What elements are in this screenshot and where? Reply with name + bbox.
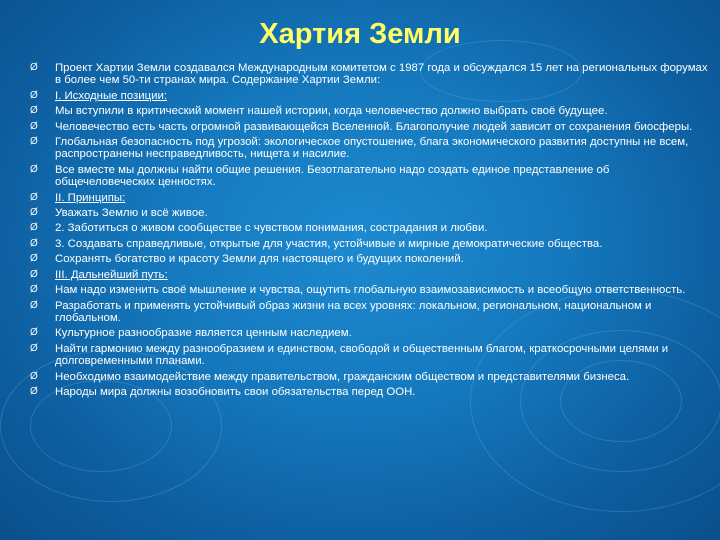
list-item-text: Найти гармонию между разнообразием и единством, свободой и общественным благом, краткосрочными целями и долговременными планами. [55, 342, 669, 368]
list-item-text: Все вместе мы должны найти общие решения. Безотлагательно надо создать единое представление об общечеловеческих ценностях. [55, 163, 610, 189]
arrow-bullet-icon: Ø [30, 62, 38, 73]
arrow-bullet-icon: Ø [30, 222, 38, 234]
arrow-bullet-icon: Ø [30, 284, 38, 296]
list-item-text: Глобальная безопасность под угрозой: экологическое опустошение, блага экономического развития доступны не всем, распространены несправедливость, нищета и насилие. [55, 136, 689, 161]
list-item [30, 253, 708, 265]
arrow-bullet-icon: Ø [30, 136, 38, 148]
list-item-text: Народы мира должны возобновить свои обязательства перед ООН. [55, 385, 416, 398]
list-item-text: Разработать и применять устойчивый образ жизни на всех уровнях: локальном, региональном, национальном и глобальном. [55, 299, 652, 324]
list-item [30, 207, 708, 219]
arrow-bullet-icon: Ø [30, 327, 38, 339]
list-item-text: 3. Создавать справедливые, открытые для участия, устойчивые и мирные демократические общества. [55, 237, 603, 250]
slide-title: Хартия Земли [259, 18, 461, 50]
list-item-text: Культурное разнообразие является ценным наследием. [55, 327, 352, 340]
list-item[interactable] [30, 90, 708, 102]
list-item-text: Сохранять богатство и красоту Земли для настоящего и будущих поколений. [55, 253, 464, 266]
section-heading-link[interactable]: II. Принципы: [55, 191, 126, 204]
list-item [30, 343, 708, 368]
list-item [30, 386, 708, 398]
list-item [30, 238, 708, 250]
list-item-text: Необходимо взаимодействие между правительством, гражданским обществом и представителями бизнеса. [55, 370, 630, 383]
bullet-list [30, 62, 708, 401]
list-item[interactable] [30, 192, 708, 204]
list-item-text: Уважать Землю и всё живое. [55, 207, 208, 220]
arrow-bullet-icon: Ø [30, 237, 38, 249]
arrow-bullet-icon: Ø [30, 299, 38, 311]
arrow-bullet-icon: Ø [30, 89, 38, 101]
list-item [30, 62, 708, 87]
list-item-text: Нам надо изменить своё мышление и чувства, ощутить глобальную взаимозависимость и всеобщую ответственность. [55, 284, 686, 297]
arrow-bullet-icon: Ø [30, 105, 38, 117]
arrow-bullet-icon: Ø [30, 342, 38, 354]
list-item-text: Мы вступили в критический момент нашей истории, когда человечество должно выбрать своё будущее. [55, 105, 608, 118]
arrow-bullet-icon: Ø [30, 385, 38, 397]
arrow-bullet-icon: Ø [30, 207, 38, 219]
arrow-bullet-icon: Ø [30, 370, 38, 382]
list-item [30, 300, 708, 325]
list-item [30, 164, 708, 189]
list-item-text: Проект Хартии Земли создавался Международным комитетом с 1987 года и обсуждался 15 лет на региональных форумах в более чем 50-ти странах мира. Содержание Хартии Земли: [55, 62, 708, 87]
list-item [30, 136, 708, 161]
list-item-text: Человечество есть часть огромной развивающейся Вселенной. Благополучие людей зависит от сохранения биосферы. [55, 120, 693, 133]
list-item [30, 222, 708, 234]
list-item[interactable] [30, 269, 708, 281]
list-item [30, 121, 708, 133]
list-item [30, 371, 708, 383]
arrow-bullet-icon: Ø [30, 253, 38, 265]
list-item [30, 284, 708, 296]
arrow-bullet-icon: Ø [30, 120, 38, 132]
arrow-bullet-icon: Ø [30, 191, 38, 203]
list-item-text: 2. Заботиться о живом сообществе с чувством понимания, сострадания и любви. [55, 222, 488, 235]
arrow-bullet-icon: Ø [30, 163, 38, 175]
section-heading-link[interactable]: I. Исходные позиции: [55, 89, 168, 102]
arrow-bullet-icon: Ø [30, 268, 38, 280]
list-item [30, 105, 708, 117]
section-heading-link[interactable]: III. Дальнейший путь: [55, 268, 168, 281]
list-item [30, 327, 708, 339]
